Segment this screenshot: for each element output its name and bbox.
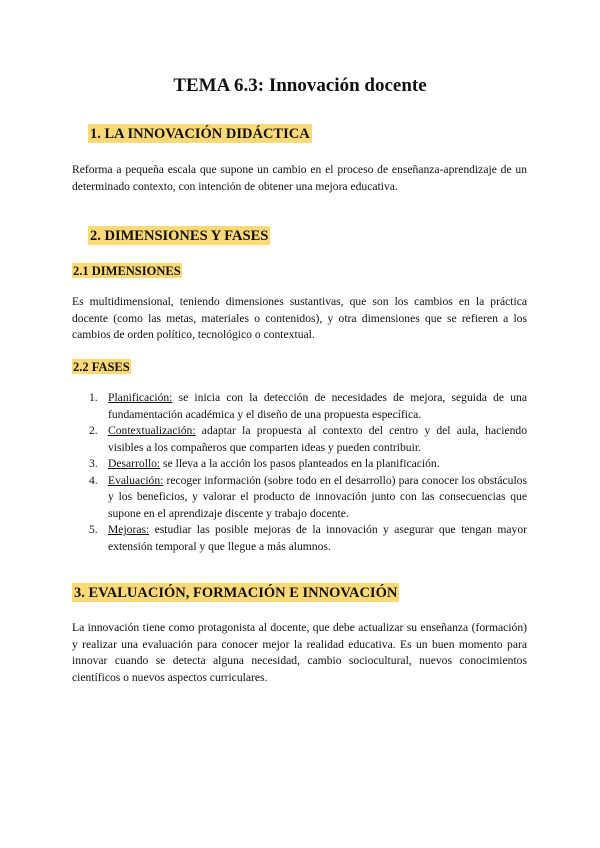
section-3-paragraph: La innovación tiene como protagonista al docente, que debe actualizar su enseñanza (formación) y realizar una evaluación para conocer mejor la realidad educativa. Es un buen momento para innovar cuando se detecta alguna necesidad, cambio sociocultural, nuevos conocimientos científicos o nuevos aspectos curriculares. (72, 621, 527, 684)
list-item-number: 1. (89, 391, 98, 404)
section-3-heading-text: 3. EVALUACIÓN, FORMACIÓN E INNOVACIÓN (74, 585, 398, 601)
list-item-term: Desarrollo: (108, 457, 161, 470)
subsection-2-2-heading-text: 2.2 FASES (73, 360, 130, 374)
list-item (72, 456, 527, 473)
page-title: TEMA 6.3: Innovación docente (173, 75, 427, 96)
subsection-2-1-heading (72, 263, 182, 279)
list-item-text: adaptar la propuesta al contexto del centro y del aula, haciendo visibles a los compañeros que comparten ideas y pueden contribuir. (108, 424, 527, 454)
subsection-2-1-paragraph: Es multidimensional, teniendo dimensiones sustantivas, que son los cambios en la práctica docente (como las metas, materiales o contenidos), y otra dimensiones que se refieren a los cambios de orden político, tecnológico o contextual. (72, 295, 527, 341)
list-item-text: se lleva a la acción los pasos planteados en la planificación. (160, 457, 440, 470)
list-item-number: 3. (89, 457, 98, 470)
section-3-heading (72, 583, 399, 603)
list-item (72, 423, 527, 456)
section-2-heading-text: 2. DIMENSIONES Y FASES (90, 228, 269, 244)
list-item (72, 522, 527, 555)
section-1-heading (88, 124, 312, 144)
list-item-term: Contextualización: (108, 424, 196, 437)
list-item-text: estudiar las posible mejoras de la innovación y asegurar que tengan mayor extensión temporal y que llegue a más alumnos. (108, 523, 527, 553)
list-item-term: Mejoras: (108, 523, 150, 536)
section-1-heading-text: 1. LA INNOVACIÓN DIDÁCTICA (90, 126, 310, 142)
list-item-term: Planificación: (108, 391, 173, 404)
list-item-number: 4. (89, 473, 98, 487)
list-item (72, 473, 527, 523)
phases-list (72, 390, 527, 555)
subsection-2-1-heading-text: 2.1 DIMENSIONES (73, 264, 181, 278)
section-1-paragraph: Reforma a pequeña escala que supone un cambio en el proceso de enseñanza-aprendizaje de un determinado contexto, con intención de obtener una mejora educativa. (72, 163, 527, 193)
list-item-text: se inicia con la detección de necesidades de mejora, seguida de una fundamentación académica y el diseño de una propuesta específica. (108, 391, 527, 421)
list-item-number: 5. (89, 523, 98, 536)
section-2-heading (88, 226, 270, 246)
list-item-text: recoger información (sobre todo en el desarrollo) para conocer los obstáculos y los beneficios, y valorar el producto de innovación junto con las consecuencias que supone en el aprendizaje discente y trabajo docente. (108, 473, 527, 520)
subsection-2-2-heading (72, 359, 131, 375)
list-item-number: 2. (89, 424, 98, 437)
list-item (72, 390, 527, 423)
list-item-term: Evaluación: (108, 473, 164, 487)
